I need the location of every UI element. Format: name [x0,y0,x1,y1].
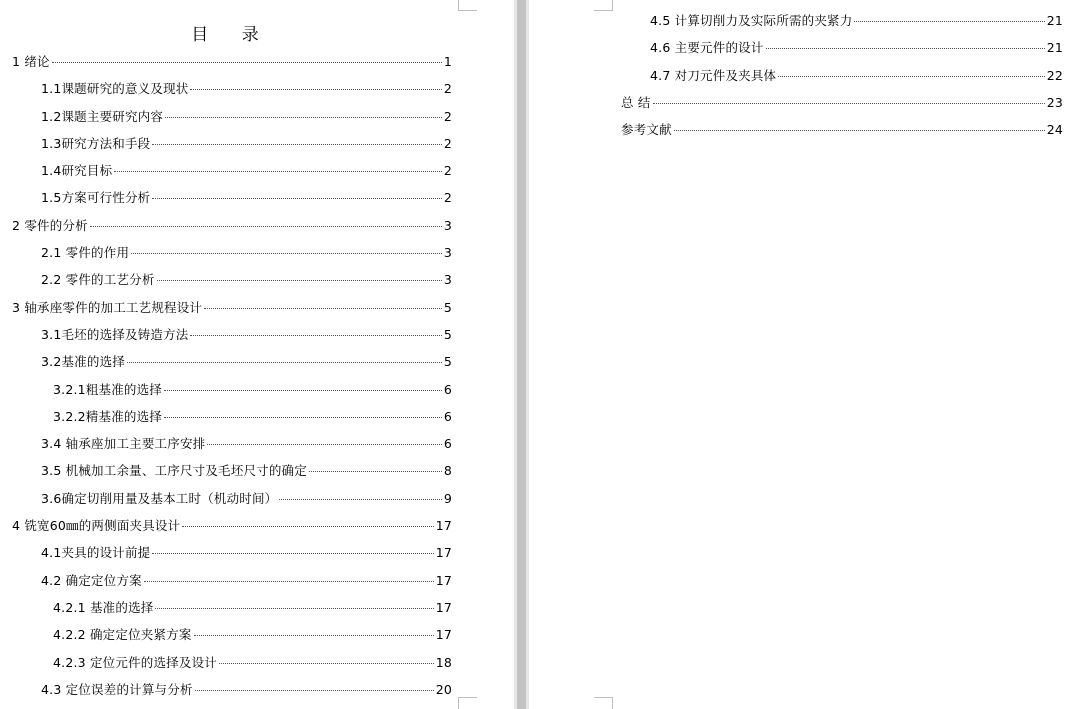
toc-entry[interactable] [12,485,452,512]
toc-entry-label: 1.4研究目标 [41,163,113,179]
toc-entry-label: 参考文献 [621,122,672,138]
dot-leader [155,607,433,609]
toc-entry-page-number: 21 [1046,13,1063,28]
document-page-left [0,0,514,709]
toc-entry-page-number: 2 [443,190,452,206]
dot-leader [52,61,442,63]
toc-entry-label: 4.5 计算切削力及实际所需的夹紧力 [650,13,853,28]
toc-entry-page-number: 24 [1046,122,1063,138]
toc-entry[interactable] [12,594,452,621]
toc-entry-label: 1.2课题主要研究内容 [41,108,164,124]
dot-leader [195,689,434,691]
toc-entry-label: 1 绪论 [12,54,50,69]
dot-leader [114,170,442,172]
dot-leader [653,102,1045,104]
toc-entry[interactable] [12,212,452,239]
toc-entry[interactable] [12,430,452,457]
dot-leader [279,498,441,500]
toc-entry-page-number: 17 [435,599,452,615]
toc-entry[interactable] [12,266,452,293]
document-page-right [529,0,1073,709]
dot-leader [152,197,441,199]
toc-entry-page-number: 9 [443,490,452,506]
dot-leader [90,225,442,227]
toc-entry[interactable] [12,457,452,484]
toc-entry[interactable] [12,75,452,102]
toc-entry-label: 4.2.1 基准的选择 [53,599,154,615]
toc-entry-page-number: 5 [443,354,452,370]
toc-entry-label: 4.2 确定定位方案 [41,572,142,588]
toc-entry-page-number: 3 [443,245,452,261]
page-separator [517,0,526,709]
toc-entry-label: 2.1 零件的作用 [41,245,130,261]
dot-leader [131,252,442,254]
toc-entry[interactable] [12,103,452,130]
toc-entry-label: 1.1课题研究的意义及现状 [41,81,189,97]
toc-entry-label: 3 轴承座零件的加工工艺规程设计 [12,299,203,315]
toc-entry[interactable] [12,539,452,566]
toc-entry[interactable] [12,48,452,75]
toc-entry-page-number: 22 [1046,67,1063,83]
toc-entry-page-number: 6 [443,408,452,424]
toc-entry-page-number: 2 [443,163,452,179]
toc-list-left [12,48,452,703]
dot-leader [207,443,441,445]
toc-entry[interactable] [12,621,452,648]
dot-leader [152,552,433,554]
toc-entry-page-number: 17 [435,518,452,534]
toc-entry-label: 3.4 轴承座加工主要工序安排 [41,436,206,452]
dot-leader [766,47,1045,49]
toc-entry-label: 4.3 定位误差的计算与分析 [41,681,193,697]
crop-mark-top-right [458,0,477,11]
toc-entry[interactable] [12,676,452,703]
toc-entry-label: 3.1毛坯的选择及铸造方法 [41,326,189,342]
toc-entry-label: 3.5 机械加工余量、工序尺寸及毛坯尺寸的确定 [41,463,307,479]
toc-entry[interactable] [12,130,452,157]
dot-leader [204,307,442,309]
dot-leader [157,279,442,281]
dot-leader [219,662,434,664]
dot-leader [194,634,434,636]
toc-entry-page-number: 2 [443,81,452,97]
crop-mark-bottom-right [458,697,477,709]
toc-entry[interactable] [12,512,452,539]
dot-leader [190,88,441,90]
toc-entry[interactable] [12,239,452,266]
dot-leader [152,143,441,145]
toc-entry-label: 3.6确定切削用量及基本工时（机动时间） [41,490,278,506]
dot-leader [144,580,434,582]
toc-entry[interactable] [12,649,452,676]
toc-entry-page-number: 8 [443,463,452,479]
toc-entry-page-number: 21 [1046,40,1063,56]
toc-list-right [621,7,1063,143]
toc-entry-page-number: 2 [443,108,452,124]
toc-entry-page-number: 17 [435,572,452,588]
toc-entry-label: 4.6 主要元件的设计 [650,40,764,56]
toc-entry-page-number: 5 [443,299,452,315]
toc-entry-label: 4.7 对刀元件及夹具体 [650,67,777,83]
toc-entry[interactable] [621,62,1063,89]
toc-entry-label: 2 零件的分析 [12,217,88,233]
toc-entry-label: 4.2.2 确定定位夹紧方案 [53,627,192,643]
toc-entry-page-number: 3 [443,217,452,233]
toc-entry-page-number: 20 [435,681,452,697]
toc-entry-page-number: 2 [443,135,452,151]
toc-entry-page-number: 5 [443,326,452,342]
toc-entry-page-number: 17 [435,627,452,643]
toc-entry[interactable] [621,34,1063,61]
toc-entry-label: 1.3研究方法和手段 [41,135,151,151]
toc-entry[interactable] [12,348,452,375]
dot-leader [164,416,442,418]
dot-leader [182,525,433,527]
toc-entry-page-number: 3 [443,272,452,288]
toc-entry[interactable] [12,567,452,594]
toc-entry[interactable] [12,321,452,348]
toc-entry-label: 4.1夹具的设计前提 [41,545,151,561]
page-gutter [514,0,529,709]
toc-entry[interactable] [12,294,452,321]
dot-leader [127,361,442,363]
toc-entry-label: 3.2.2精基准的选择 [53,408,163,424]
toc-entry-label: 2.2 零件的工艺分析 [41,272,155,288]
toc-entry-page-number: 17 [435,545,452,561]
toc-entry[interactable] [621,116,1063,143]
dot-leader [190,334,441,336]
toc-entry-label: 总 结 [621,94,651,110]
toc-entry-page-number: 6 [443,436,452,452]
dot-leader [854,20,1044,22]
toc-entry-page-number: 18 [435,654,452,670]
dot-leader [309,470,442,472]
toc-entry-page-number: 1 [443,54,452,69]
toc-entry-page-number: 23 [1046,94,1063,110]
crop-mark-bottom-left [594,697,613,709]
toc-entry[interactable] [621,89,1063,116]
dot-leader [778,75,1044,77]
toc-entry-label: 4 铣宽60㎜的两侧面夹具设计 [12,518,181,534]
toc-entry[interactable] [12,403,452,430]
toc-entry-label: 3.2基准的选择 [41,354,125,370]
toc-entry-label: 3.2.1粗基准的选择 [53,381,163,397]
toc-entry[interactable] [12,157,452,184]
toc-entry[interactable] [621,7,1063,34]
toc-entry-label: 4.2.3 定位元件的选择及设计 [53,654,217,670]
dot-leader [165,116,442,118]
toc-title: 目 录 [191,25,273,45]
toc-entry[interactable] [12,184,452,211]
toc-entry[interactable] [12,376,452,403]
toc-entry-label: 1.5方案可行性分析 [41,190,151,206]
dot-leader [164,389,442,391]
crop-mark-top-left [594,0,613,11]
toc-entry-page-number: 6 [443,381,452,397]
dot-leader [674,129,1045,131]
